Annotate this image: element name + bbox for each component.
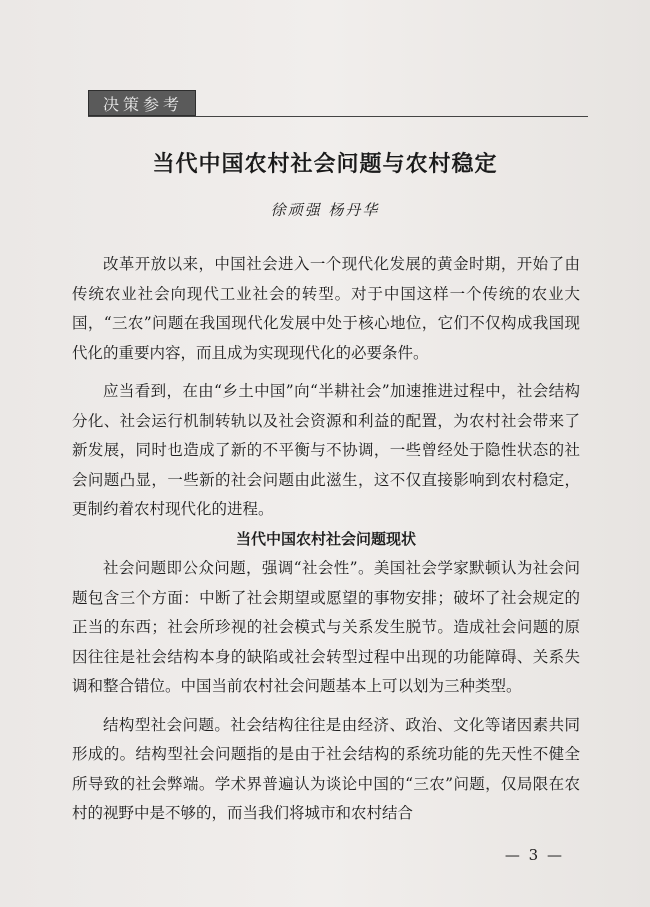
article-authors: 徐顽强 杨丹华 (270, 201, 380, 219)
structural-heading: 结构型社会问题。 (103, 715, 231, 734)
page-number: — 3 — (504, 846, 564, 864)
paragraph-definition: 社会问题即公众问题，强调“社会性”。美国社会学家默顿认为社会问题包含三个方面：中断了社会期望或愿望的事物安排；破坏了社会规定的正当的东西；社会所珍视的社会模式与关系发生脱节。造成社会问题的原因往往是社会结构本身的缺陷或社会转型过程中出现的功能障碍、关系失调和整合错位。中国当前农村社会问题基本上可以划为三种类型。 (72, 559, 580, 695)
article-body (72, 250, 580, 829)
section-subheading: 当代中国农村社会问题现状 (235, 529, 416, 548)
paragraph-intro-2: 应当看到，在由“乡土中国”向“半耕社会”加速推进过程中，社会结构分化、社会运行机制转轨以及社会资源和利益的配置，为农村社会带来了新发展，同时也造成了新的不平衡与不协调，一些曾经处于隐性状态的社会问题凸显，一些新的社会问题由此滋生，这不仅直接影响到农村稳定，更制约着农村现代化的进程。 (72, 382, 580, 518)
article-title: 当代中国农村社会问题与农村稳定 (152, 152, 498, 177)
paragraph-structural (72, 711, 580, 829)
section-rule (88, 116, 588, 117)
paragraph-intro-1: 改革开放以来，中国社会进入一个现代化发展的黄金时期，开始了由传统农业社会向现代工业社会的转型。对于中国这样一个传统的农业大国，“三农”问题在我国现代化发展中处于核心地位，它们不仅构成我国现代化的重要内容，而且成为实现现代化的必要条件。 (72, 255, 580, 362)
structural-text: 社会结构往往是由经济、政治、文化等诸因素共同形成的。结构型社会问题指的是由于社会结构的系统功能的先天性不健全所导致的社会弊端。学术界普遍认为谈论中国的“三农”问题，仅局限在农村的视野中是不够的，而当我们将城市和农村结合 (72, 715, 580, 822)
section-tag: 决策参考 (88, 90, 196, 116)
